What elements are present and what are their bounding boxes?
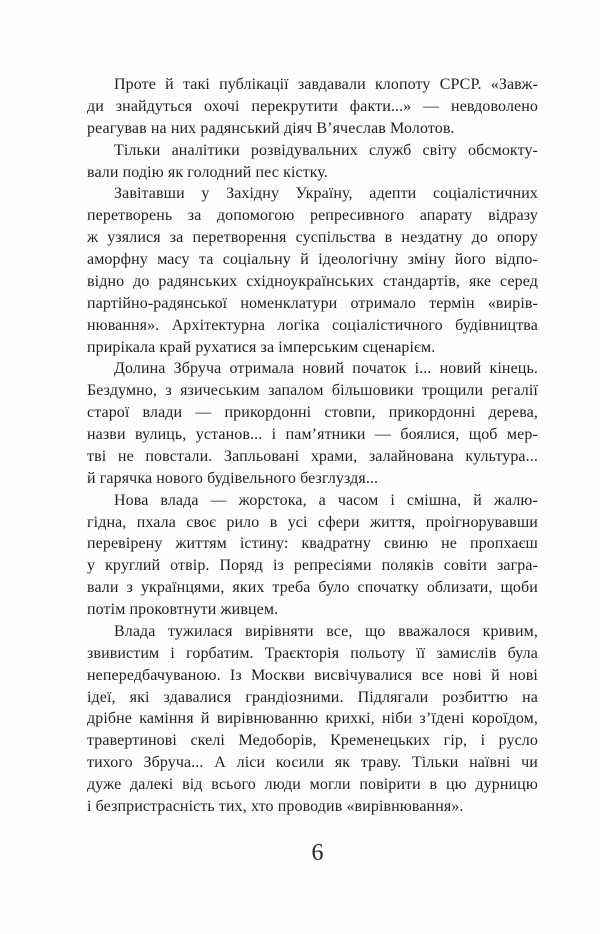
text-line: травертинові скелі Медоборів, Кременецьких гір, і русло	[87, 732, 538, 750]
text-block	[87, 74, 538, 818]
text-line: у круглий отвір. Поряд із репресіями поляків совіти загра-	[87, 557, 538, 575]
page-number: 6	[311, 840, 324, 866]
text-line: дуже далекі від всього люди могли повірити в цю дурницю	[87, 776, 538, 793]
text-line: тихого Збруча... А ліси косили як траву. Тільки наївні чи	[87, 754, 538, 772]
text-line: тві не повстали. Запльовані храми, залайнована культура...	[87, 447, 538, 465]
text-line: вали подію як голодний пес кістку.	[87, 163, 329, 181]
text-line: назви вулиць, установ... і пам’ятники — боялися, щоб мер-	[87, 426, 538, 443]
text-line: перевірену життям істину: квадратну свиню не пропхаєш	[87, 535, 538, 553]
text-line: ідеї, які здавалися грандіозними. Підлягали розбиттю на	[87, 688, 538, 706]
text-line: відно до радянських східноукраїнських стандартів, яке серед	[87, 272, 538, 290]
text-line: Влада тужилася вирівняти все, що вважалося кривим,	[114, 622, 538, 640]
text-line: дрібне каміння й вирівнюванню крихкі, ніби з’їдені короїдом,	[87, 710, 538, 728]
text-line: старої влади — прикордонні стовпи, прикордонні дерева,	[87, 404, 538, 422]
text-line: гідна, пхала своє рило в усі сфери життя, проігнорувавши	[87, 513, 538, 531]
text-line: Проте й такі публікації завдавали клопоту СРСР. «Завж-	[114, 76, 538, 93]
text-line: перетворень за допомогою репресивного апарату відразу	[87, 207, 538, 225]
text-line: ди знайдуться охочі перекрутити факти...» — невдоволено	[87, 97, 538, 115]
text-line: реагував на них радянський діяч В’ячеслав Молотов.	[87, 119, 455, 137]
text-line: потім проковтнути живцем.	[87, 601, 279, 618]
text-line: Завітавши у Західну Україну, адепти соціалістичних	[114, 185, 538, 203]
text-line: Бездумно, з язичеським запалом більшовики трощили регалії	[87, 382, 538, 400]
text-line: вали з українцями, яких треба було спочатку облизати, щоби	[87, 579, 538, 597]
text-line: і безпристрасність тих, хто проводив «вирівнювання».	[87, 797, 464, 815]
text-line: ж узялися за перетворення суспільства в нездатну до опору	[87, 229, 538, 247]
text-line: нювання». Архітектурна логіка соціалістичного будівництва	[87, 316, 538, 334]
text-line: аморфну масу та соціальну й ідеологічну зміну його відпо-	[87, 251, 538, 268]
text-line: Тільки аналітики розвідувальних служб світу обсмокту-	[114, 141, 538, 159]
text-line: Нова влада — жорстока, а часом і смішна, й жалю-	[114, 491, 538, 509]
text-line: прирікала край рухатися за імперським сценарієм.	[87, 338, 436, 356]
text-line: звивистим і горбатим. Траєкторія польоту її замислів була	[87, 644, 538, 662]
text-line: Долина Збруча отримала новий початок і... новий кінець.	[114, 360, 538, 378]
text-line: й гарячка нового будівельного безглуздя...	[87, 469, 379, 487]
text-line: непередбачуваною. Із Москви висвічувалися все нові й нові	[87, 666, 538, 684]
text-line: партійно-радянської номенклатури отримало термін «вирів-	[87, 294, 538, 312]
